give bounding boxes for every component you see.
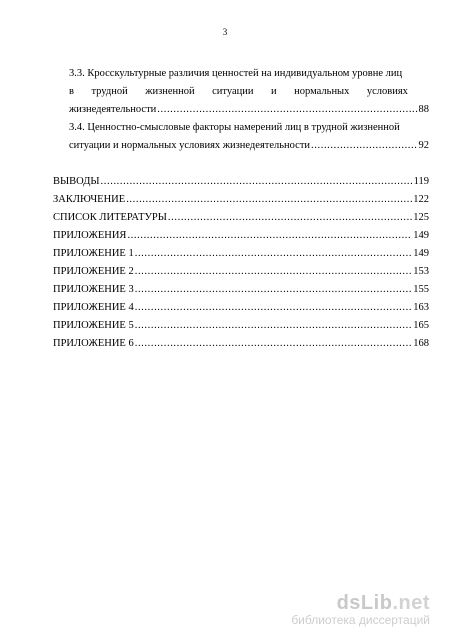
toc-entry	[53, 337, 429, 350]
dslib-logo	[291, 592, 430, 615]
toc-3-3-word: трудной	[91, 86, 128, 97]
toc-3-4-title-end: ситуации и нормальных условиях жизнедеятельности	[69, 140, 311, 151]
toc-entry-page: 163	[413, 302, 429, 313]
toc-3-3-title-end: жизнедеятельности	[69, 104, 157, 115]
toc-entry	[53, 211, 429, 224]
toc-entry	[53, 301, 429, 314]
toc-3-3-word: условиях	[366, 86, 408, 97]
toc-entry-page: 122	[413, 194, 429, 205]
toc-3-3-page: 88	[418, 104, 429, 115]
toc-entry-title: ЗАКЛЮЧЕНИЕ	[53, 194, 126, 205]
toc-entry-page: 165	[413, 320, 429, 331]
toc-3-3-line2	[69, 85, 408, 98]
toc-entry-title: ПРИЛОЖЕНИЯ	[53, 230, 127, 241]
toc-3-4-line1: 3.4. Ценностно-смысловые факторы намерений лиц в трудной жизненной	[69, 122, 400, 133]
toc-entry-page: 153	[413, 266, 429, 277]
toc-entry-title: ПРИЛОЖЕНИЕ 3	[53, 284, 134, 295]
toc-entry-page: 168	[413, 338, 429, 349]
toc-3-4-page: 92	[418, 140, 429, 151]
toc-entry	[53, 283, 429, 296]
toc-entry-title: ПРИЛОЖЕНИЕ 6	[53, 338, 134, 349]
leader-dots	[101, 175, 413, 188]
leader-dots	[157, 103, 417, 116]
toc-entry	[53, 193, 429, 206]
toc-entry-title: ПРИЛОЖЕНИЕ 4	[53, 302, 134, 313]
toc-entry-page: 149	[413, 248, 429, 259]
toc-entry	[53, 247, 429, 260]
logo-tld: .net	[392, 592, 430, 614]
toc-3-3-word: и	[271, 86, 277, 97]
toc-3-3-word: ситуации	[212, 86, 254, 97]
toc-3-3-line3	[69, 103, 429, 116]
toc-entry	[53, 175, 429, 188]
leader-dots	[135, 265, 413, 278]
watermark	[291, 592, 430, 627]
logo-main: dsLib	[336, 592, 393, 614]
toc-entry	[53, 229, 429, 242]
toc-entry-page: 149	[413, 230, 429, 241]
toc-3-4-line2	[69, 139, 429, 152]
toc-entry-title: СПИСОК ЛИТЕРАТУРЫ	[53, 212, 167, 223]
leader-dots	[135, 301, 413, 314]
toc-entry-page: 155	[413, 284, 429, 295]
toc-entry-title: ПРИЛОЖЕНИЕ 2	[53, 266, 134, 277]
toc-entry-title: ВЫВОДЫ	[53, 176, 100, 187]
toc-entry	[53, 265, 429, 278]
leader-dots	[127, 229, 412, 242]
toc-entry-title: ПРИЛОЖЕНИЕ 1	[53, 248, 134, 259]
watermark-subtitle: библиотека диссертаций	[291, 613, 430, 627]
leader-dots	[311, 139, 417, 152]
toc-3-3-word: жизненной	[145, 86, 195, 97]
toc-3-3-word: в	[69, 86, 74, 97]
leader-dots	[135, 247, 413, 260]
leader-dots	[135, 283, 413, 296]
toc-3-3-line1: 3.3. Кросскультурные различия ценностей на индивидуальном уровне лиц	[69, 68, 403, 79]
toc-entry-page: 125	[413, 212, 429, 223]
toc-3-3-word: нормальных	[294, 86, 350, 97]
leader-dots	[126, 193, 412, 206]
page-number: 3	[222, 27, 228, 37]
leader-dots	[135, 337, 413, 350]
toc-entry-title: ПРИЛОЖЕНИЕ 5	[53, 320, 134, 331]
leader-dots	[168, 211, 412, 224]
leader-dots	[135, 319, 413, 332]
toc-entry-page: 119	[413, 176, 429, 187]
toc-entry	[53, 319, 429, 332]
